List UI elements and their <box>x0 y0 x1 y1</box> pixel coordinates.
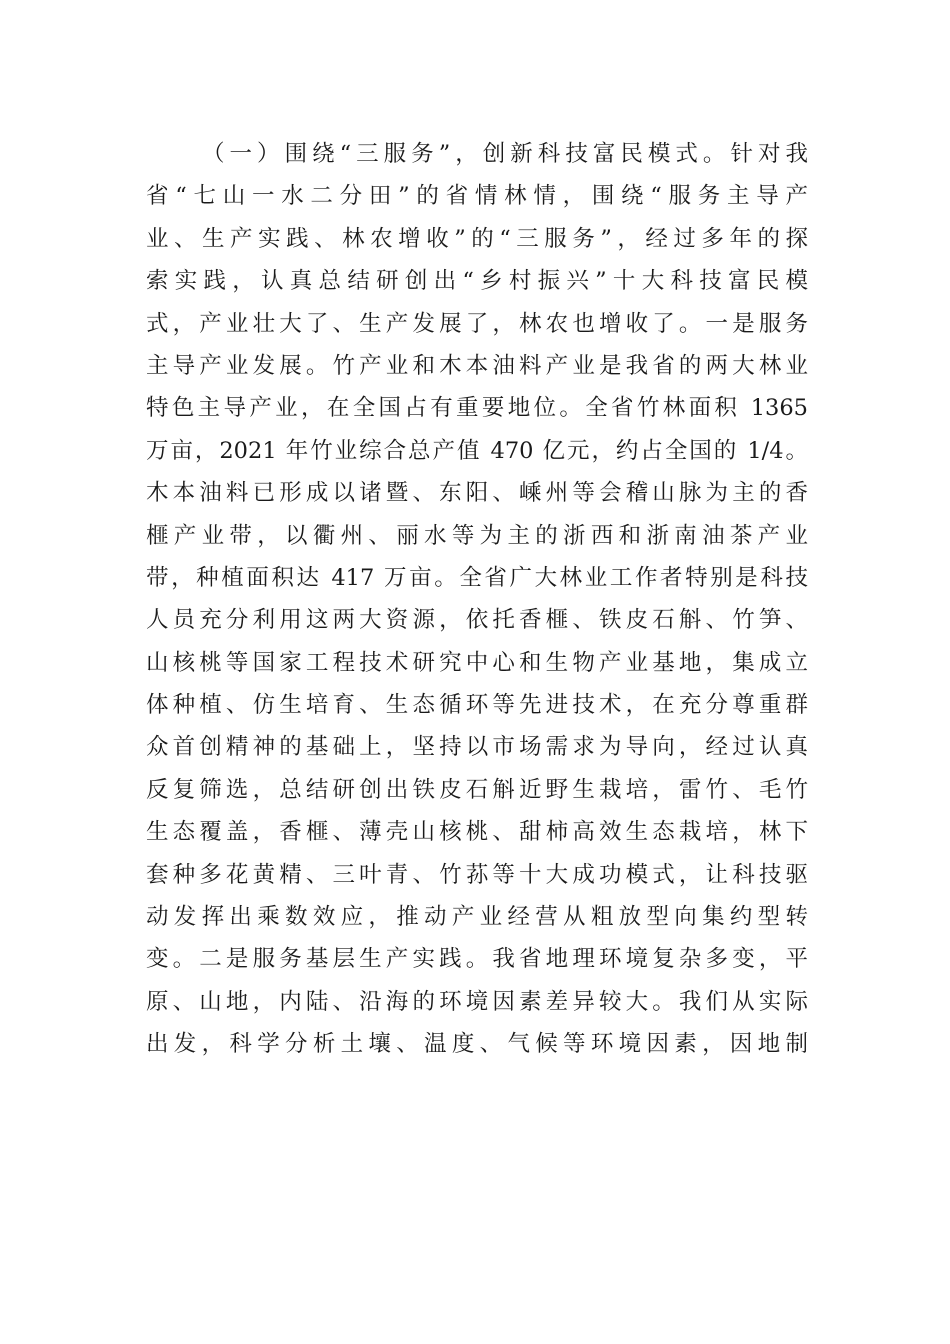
paragraph-line: 木本油料已形成以诸暨、东阳、嵊州等会稽山脉为主的香 <box>146 480 808 507</box>
paragraph-line: 出发，科学分析土壤、温度、气候等环境因素，因地制 <box>146 1031 808 1058</box>
paragraph-line: （一）围绕“三服务”，创新科技富民模式。针对我 <box>202 141 808 167</box>
paragraph-line: 原、山地，内陆、沿海的环境因素差异较大。我们从实际 <box>146 988 808 1015</box>
paragraph-line: 山核桃等国家工程技术研究中心和生物产业基地，集成立 <box>146 649 808 676</box>
paragraph-line: 主导产业发展。竹产业和木本油料产业是我省的两大林业 <box>146 352 808 379</box>
paragraph-line: 带，种植面积达 417 万亩。全省广大林业工作者特别是科技 <box>146 564 808 591</box>
paragraph-line: 生态覆盖，香榧、薄壳山核桃、甜柿高效生态栽培，林下 <box>146 819 808 846</box>
paragraph-line: 人员充分利用这两大资源，依托香榧、铁皮石斛、竹笋、 <box>146 607 808 634</box>
paragraph-line: 式，产业壮大了、生产发展了，林农也增收了。一是服务 <box>146 310 808 337</box>
paragraph-line: 体种植、仿生培育、生态循环等先进技术，在充分尊重群 <box>146 692 808 719</box>
paragraph-line: 业、生产实践、林农增收”的“三服务”，经过多年的探 <box>146 225 808 252</box>
paragraph <box>146 133 808 1066</box>
paragraph-line: 万亩，2021 年竹业综合总产值 470 亿元，约占全国的 1/4。 <box>146 437 808 464</box>
paragraph-line: 套种多花黄精、三叶青、竹荪等十大成功模式，让科技驱 <box>146 861 808 888</box>
paragraph-line: 动发挥出乘数效应，推动产业经营从粗放型向集约型转 <box>146 904 808 931</box>
paragraph-line: 特色主导产业，在全国占有重要地位。全省竹林面积 1365 <box>146 395 808 422</box>
paragraph-line: 省“七山一水二分田”的省情林情，围绕“服务主导产 <box>146 183 808 210</box>
paragraph-line: 众首创精神的基础上，坚持以市场需求为导向，经过认真 <box>146 734 808 761</box>
paragraph-line: 变。二是服务基层生产实践。我省地理环境复杂多变，平 <box>146 946 808 973</box>
paragraph-line: 索实践，认真总结研创出“乡村振兴”十大科技富民模 <box>146 268 808 295</box>
paragraph-line: 反复筛选，总结研创出铁皮石斛近野生栽培，雷竹、毛竹 <box>146 776 808 803</box>
paragraph-line: 榧产业带，以衢州、丽水等为主的浙西和浙南油茶产业 <box>146 522 808 549</box>
